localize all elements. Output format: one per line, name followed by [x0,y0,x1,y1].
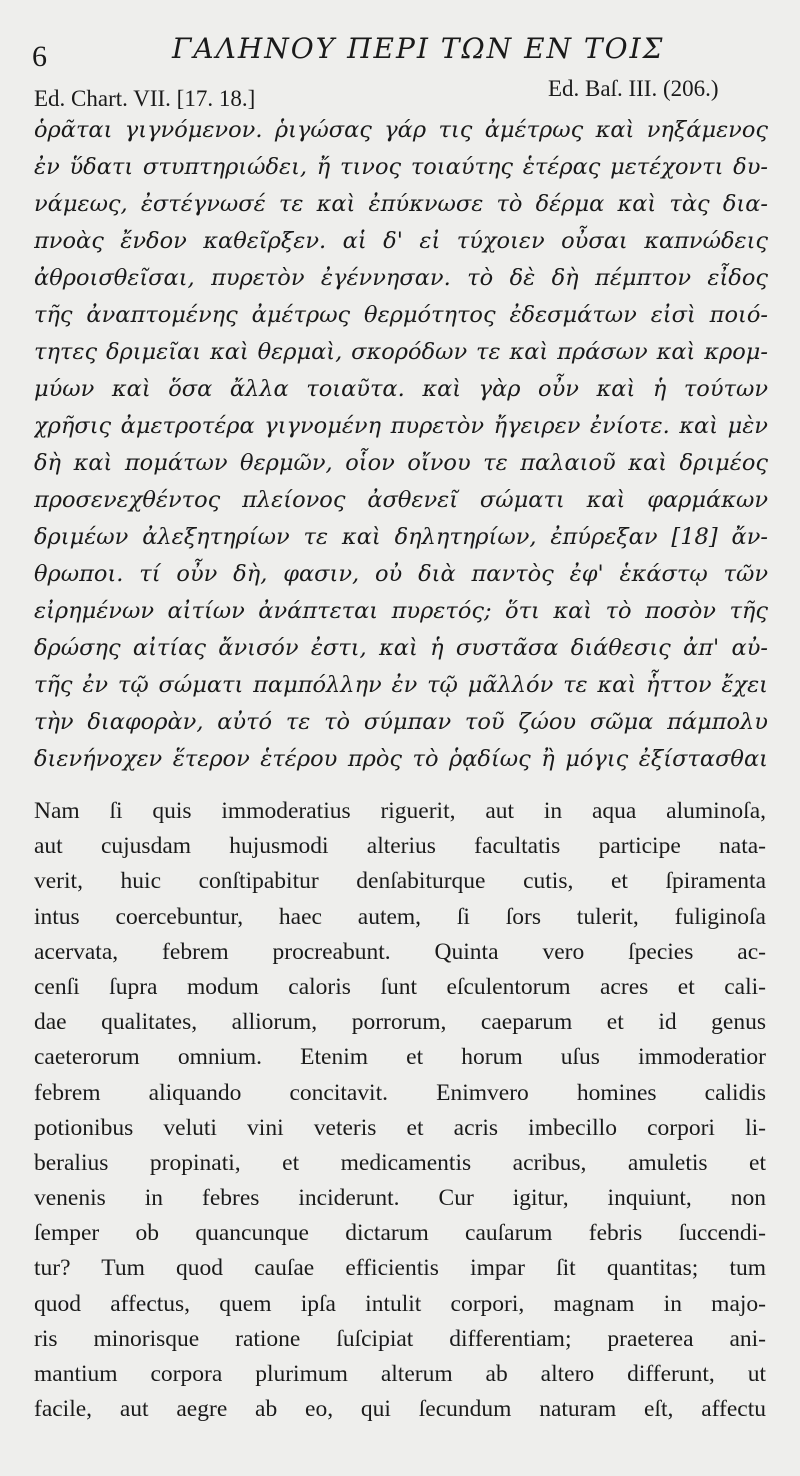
latin-line: venenis in febres inciderunt. Cur igitur, inquiunt, non [34,1185,766,1212]
greek-line: θρωποι. τί οὖν δὴ, φασιν, οὐ διὰ παντὸς ἐφ' ἑκάστῳ τῶν [34,561,768,587]
page-number: 6 [32,40,47,73]
latin-line: beralius propinati, et medicamentis acribus, amuletis et [34,1149,766,1176]
edition-reference-right: Ed. Baſ. III. (206.) [548,76,719,101]
greek-line: μύων καὶ ὅσα ἄλλα τοιαῦτα. καὶ γὰρ οὖν καὶ ἡ τούτων [34,376,768,402]
greek-text-block [34,112,768,778]
latin-line: quod affectus, quem ipſa intulit corpori, magnam in majo- [34,1290,766,1317]
latin-line: intus coercebuntur, haec autem, ſi ſors tulerit, fuliginoſa [34,903,766,930]
latin-line: caeterorum omnium. Etenim et horum uſus immoderatior [34,1044,766,1071]
greek-line: πνοὰς ἔνδον καθεῖρξεν. αἱ δ' εἰ τύχοιεν οὖσαι καπνώδεις [34,228,768,254]
latin-line: acervata, febrem procreabunt. Quinta vero ſpecies ac- [34,938,766,965]
greek-line: διενήνοχεν ἕτερον ἑτέρου πρὸς τὸ ῥᾳδίως ἢ μόγις ἐξίστασθαι [34,746,768,772]
latin-line: facile, aut aegre ab eo, qui ſecundum naturam eſt, affectu [34,1396,766,1423]
greek-line: δριμέων ἀλεξητηρίων τε καὶ δηλητηρίων, ἐπύρεξαν [18] ἄν- [34,524,768,550]
greek-line: τῆς ἀναπτομένης ἀμέτρως θερμότητος ἐδεσμάτων εἰσὶ ποιό- [34,302,768,328]
greek-line: ἀθροισθεῖσαι, πυρετὸν ἐγέννησαν. τὸ δὲ δὴ πέμπτον εἶδος [34,265,768,291]
greek-line: εἰρημένων αἰτίων ἀνάπτεται πυρετός; ὅτι καὶ τὸ ποσὸν τῆς [34,598,768,624]
greek-line: τῆς ἐν τῷ σώματι παμπόλλην ἐν τῷ μᾶλλόν τε καὶ ἧττον ἔχει [34,672,768,698]
latin-line: potionibus veluti vini veteris et acris imbecillo corpori li- [34,1114,766,1141]
greek-line: δὴ καὶ πομάτων θερμῶν, οἷον οἴνου τε παλαιοῦ καὶ δριμέος [34,450,768,476]
latin-text-block [34,794,766,1427]
latin-line: cenſi ſupra modum caloris ſunt eſculentorum acres et cali- [34,973,766,1000]
latin-line: tur? Tum quod cauſae efficientis impar ſit quantitas; tum [34,1255,766,1282]
edition-reference-left: Ed. Chart. VII. [17. 18.] [34,86,256,111]
greek-line: προσενεχθέντος πλείονος ἀσθενεῖ σώματι καὶ φαρμάκων [34,487,768,513]
latin-line: Nam ſi quis immoderatius riguerit, aut in aqua aluminoſa, [34,798,766,824]
greek-line: νάμεως, ἐστέγνωσέ τε καὶ ἐπύκνωσε τὸ δέρμα καὶ τὰς δια- [34,191,768,217]
latin-line: dae qualitates, alliorum, porrorum, caeparum et id genus [34,1009,766,1036]
running-title: ΓΑΛΗΝΟΥ ΠΕΡΙ ΤΩΝ ΕΝ ΤΟΙΣ [172,32,665,65]
latin-line: aut cujusdam hujusmodi alterius facultatis participe nata- [34,833,766,860]
greek-line: δρώσης αἰτίας ἄνισόν ἐστι, καὶ ἡ συστᾶσα διάθεσις ἀπ' αὐ- [34,635,768,661]
greek-line: τὴν διαφορὰν, αὐτό τε τὸ σύμπαν τοῦ ζώου σῶμα πάμπολυ [34,709,768,735]
latin-line: ſemper ob quancunque dictarum cauſarum febris ſuccendi- [34,1220,766,1247]
latin-line: ris minorisque ratione ſuſcipiat differentiam; praeterea ani- [34,1325,766,1352]
latin-line: mantium corpora plurimum alterum ab altero differunt, ut [34,1361,766,1387]
greek-line: τητες δριμεῖαι καὶ θερμαὶ, σκορόδων τε καὶ πράσων καὶ κρομ- [34,339,768,365]
latin-line: febrem aliquando concitavit. Enimvero homines calidis [34,1079,766,1106]
greek-line: ὁρᾶται γιγνόμενον. ῥιγώσας γάρ τις ἀμέτρως καὶ νηξάμενος [34,117,768,143]
greek-line: χρῆσις ἀμετροτέρα γιγνομένη πυρετὸν ἤγειρεν ἐνίοτε. καὶ μὲν [34,413,768,439]
latin-line: verit, huic conſtipabitur denſabiturque cutis, et ſpiramenta [34,868,766,895]
greek-line: ἐν ὕδατι στυπτηριώδει, ἤ τινος τοιαύτης ἑτέρας μετέχοντι δυ- [34,154,768,180]
